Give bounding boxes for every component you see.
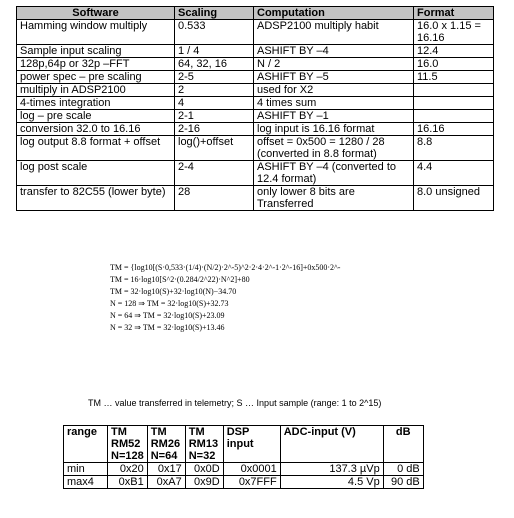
cell-computation: 4 times sum (254, 97, 414, 110)
cell-scaling: 2 (175, 84, 254, 97)
cell-scaling: 4 (175, 97, 254, 110)
header-format: Format (414, 7, 494, 20)
cell-computation: ASHIFT BY –1 (254, 110, 414, 123)
cell-computation: N / 2 (254, 58, 414, 71)
header-dsp-input: DSP input (223, 426, 280, 463)
cell-format: 11.5 (414, 71, 494, 84)
cell-scaling: 2-1 (175, 110, 254, 123)
range-table (63, 425, 424, 489)
table-row (17, 97, 494, 110)
cell-value: 0x0001 (223, 463, 280, 476)
cell-software: 4-times integration (17, 97, 175, 110)
cell-scaling: 28 (175, 186, 254, 211)
table-row (17, 45, 494, 58)
cell-format: 8.8 (414, 136, 494, 161)
cell-computation: log input is 16.16 format (254, 123, 414, 136)
cell-computation: ADSP2100 multiply habit (254, 20, 414, 45)
formula-line: N = 64 ⇒ TM = 32·log10(S)+23.09 (110, 311, 225, 320)
cell-format: 16.16 (414, 123, 494, 136)
header-tm-rm13: TM RM13 N=32 (185, 426, 223, 463)
cell-scaling: 2-4 (175, 161, 254, 186)
header-range: range (64, 426, 108, 463)
table-row (17, 123, 494, 136)
cell-value: 137.3 µVp (280, 463, 383, 476)
cell-computation: offset = 0x500 = 1280 / 28 (converted in 8.8 format) (254, 136, 414, 161)
cell-software: log post scale (17, 161, 175, 186)
table-row (17, 186, 494, 211)
cell-software: conversion 32.0 to 16.16 (17, 123, 175, 136)
cell-scaling: 2-5 (175, 71, 254, 84)
cell-software: Sample input scaling (17, 45, 175, 58)
software-scaling-table (16, 6, 494, 211)
cell-value: 4.5 Vp (280, 476, 383, 489)
header-db: dB (383, 426, 423, 463)
header-scaling: Scaling (175, 7, 254, 20)
cell-scaling: 1 / 4 (175, 45, 254, 58)
cell-scaling: 0.533 (175, 20, 254, 45)
cell-format: 16.0 x 1.15 = 16.16 (414, 20, 494, 45)
cell-format (414, 97, 494, 110)
table-row (17, 71, 494, 84)
cell-computation: ASHIFT BY –4 (converted to 12.4 format) (254, 161, 414, 186)
table-row (17, 110, 494, 123)
cell-value: 0x0D (185, 463, 223, 476)
cell-value: 0x9D (185, 476, 223, 489)
cell-software: multiply in ADSP2100 (17, 84, 175, 97)
cell-format: 16.0 (414, 58, 494, 71)
table-row (17, 84, 494, 97)
cell-value: 0x20 (108, 463, 148, 476)
cell-format: 8.0 unsigned (414, 186, 494, 211)
cell-value: 90 dB (383, 476, 423, 489)
table-row (17, 136, 494, 161)
formula-line: TM = {log10[(S·0,533·(1/4)·(N/2)·2^-5)^2·2·4·2^-1·2^-16]+0x500·2^- (110, 263, 341, 272)
cell-range: min (64, 463, 108, 476)
cell-software: Hamming window multiply (17, 20, 175, 45)
cell-format (414, 110, 494, 123)
cell-software: log – pre scale (17, 110, 175, 123)
formula-line: N = 32 ⇒ TM = 32·log10(S)+13.46 (110, 323, 225, 332)
cell-software: 128p,64p or 32p –FFT (17, 58, 175, 71)
cell-range: max4 (64, 476, 108, 489)
cell-format (414, 84, 494, 97)
cell-computation: used for X2 (254, 84, 414, 97)
formula-line: TM = 32·log10(S)+32·log10(N)−34.70 (110, 287, 237, 296)
cell-computation: ASHIFT BY –5 (254, 71, 414, 84)
header-tm-rm26: TM RM26 N=64 (147, 426, 185, 463)
cell-format: 12.4 (414, 45, 494, 58)
cell-value: 0 dB (383, 463, 423, 476)
formula-line: TM = 16·log10[S^2·(0.284/2^22)·N^2]+80 (110, 275, 250, 284)
table-row (17, 161, 494, 186)
table-row (64, 476, 424, 489)
cell-value: 0x7FFF (223, 476, 280, 489)
cell-software: log output 8.8 format + offset (17, 136, 175, 161)
header-tm-rm52: TM RM52 N=128 (108, 426, 148, 463)
cell-scaling: 64, 32, 16 (175, 58, 254, 71)
table-header-row (64, 426, 424, 463)
cell-scaling: 2-16 (175, 123, 254, 136)
formula-line: N = 128 ⇒ TM = 32·log10(S)+32.73 (110, 299, 229, 308)
header-computation: Computation (254, 7, 414, 20)
table-row (64, 463, 424, 476)
telemetry-note: TM … value transferred in telemetry; S … Input sample (range: 1 to 2^15) (88, 398, 382, 408)
cell-computation: only lower 8 bits are Transferred (254, 186, 414, 211)
cell-format: 4.4 (414, 161, 494, 186)
header-software: Software (17, 7, 175, 20)
table-row (17, 58, 494, 71)
header-adc-input: ADC-input (V) (280, 426, 383, 463)
table-header-row (17, 7, 494, 20)
cell-value: 0xB1 (108, 476, 148, 489)
cell-scaling: log()+offset (175, 136, 254, 161)
formula-block (110, 262, 340, 334)
cell-software: transfer to 82C55 (lower byte) (17, 186, 175, 211)
table-row (17, 20, 494, 45)
cell-computation: ASHIFT BY –4 (254, 45, 414, 58)
cell-value: 0xA7 (147, 476, 185, 489)
cell-software: power spec – pre scaling (17, 71, 175, 84)
cell-value: 0x17 (147, 463, 185, 476)
